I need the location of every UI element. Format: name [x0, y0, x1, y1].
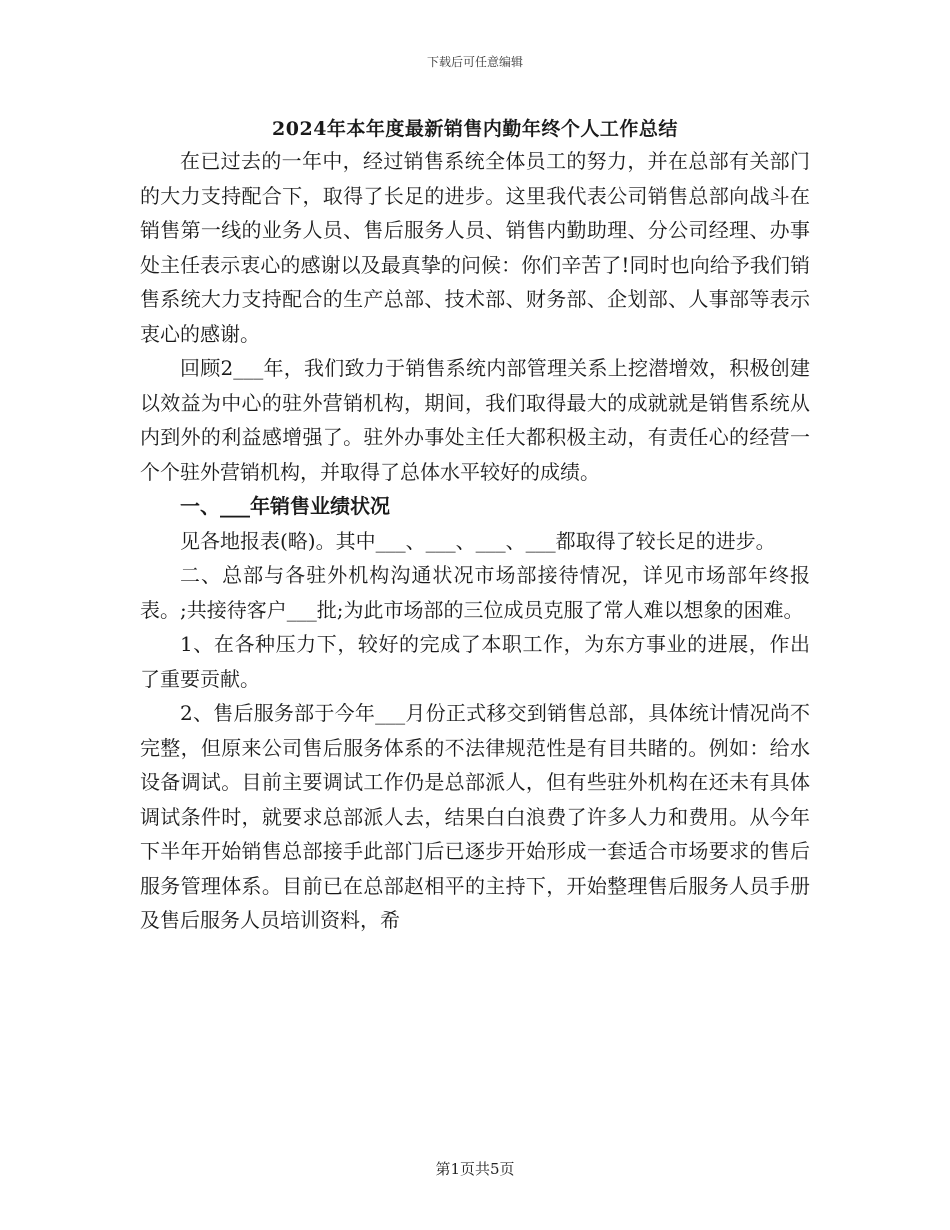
paragraph-sales-report: 见各地报表(略)。其中___、___、___、___都取得了较长足的进步。 — [180, 528, 776, 553]
paragraph-item-1: 1、在各种压力下，较好的完成了本职工作，为东方事业的进展，作出了重要贡献。 — [140, 632, 810, 691]
page-header-note: 下载后可任意编辑 — [426, 55, 523, 69]
document-body — [140, 144, 810, 938]
document-title: 2024年本年度最新销售内勤年终个人工作总结 — [272, 118, 678, 140]
paragraph-communication: 二、总部与各驻外机构沟通状况市场部接待情况，详见市场部年终报表。;共接待客户___批;为此市场部的三位成员克服了常人难以想象的困难。 — [140, 563, 810, 622]
paragraph-intro: 在已过去的一年中，经过销售系统全体员工的努力，并在总部有关部门的大力支持配合下，取得了长足的进步。这里我代表公司销售总部向战斗在销售第一线的业务人员、售后服务人员、销售内勤助理、分公司经理、办事处主任表示衷心的感谢以及最真挚的问候：你们辛苦了!同时也向给予我们销售系统大力支持配合的生产总部、技术部、财务部、企划部、人事部等表示衷心的感谢。 — [140, 149, 810, 346]
paragraph-item-2: 2、售后服务部于今年___月份正式移交到销售总部，具体统计情况尚不完整，但原来公司售后服务体系的不法律规范性是有目共睹的。例如：给水设备调试。目前主要调试工作仍是总部派人，但有些驻外机构在还未有具体调试条件时，就要求总部派人去，结果白白浪费了许多人力和费用。从今年下半年开始销售总部接手此部门后已逐步开始形成一套适合市场要求的售后服务管理体系。目前已在总部赵相平的主持下，开始整理售后服务人员手册及售后服务人员培训资料，希 — [140, 701, 810, 932]
paragraph-review: 回顾2___年，我们致力于销售系统内部管理关系上挖潜增效，积极创建以效益为中心的驻外营销机构，期间，我们取得最大的成就就是销售系统从内到外的利益感增强了。驻外办事处主任大都积极主动，有责任心的经营一个个驻外营销机构，并取得了总体水平较好的成绩。 — [140, 356, 810, 484]
page-number: 第1页共5页 — [435, 1160, 515, 1178]
section-heading-sales-performance: 一、___年销售业绩状况 — [180, 494, 390, 518]
